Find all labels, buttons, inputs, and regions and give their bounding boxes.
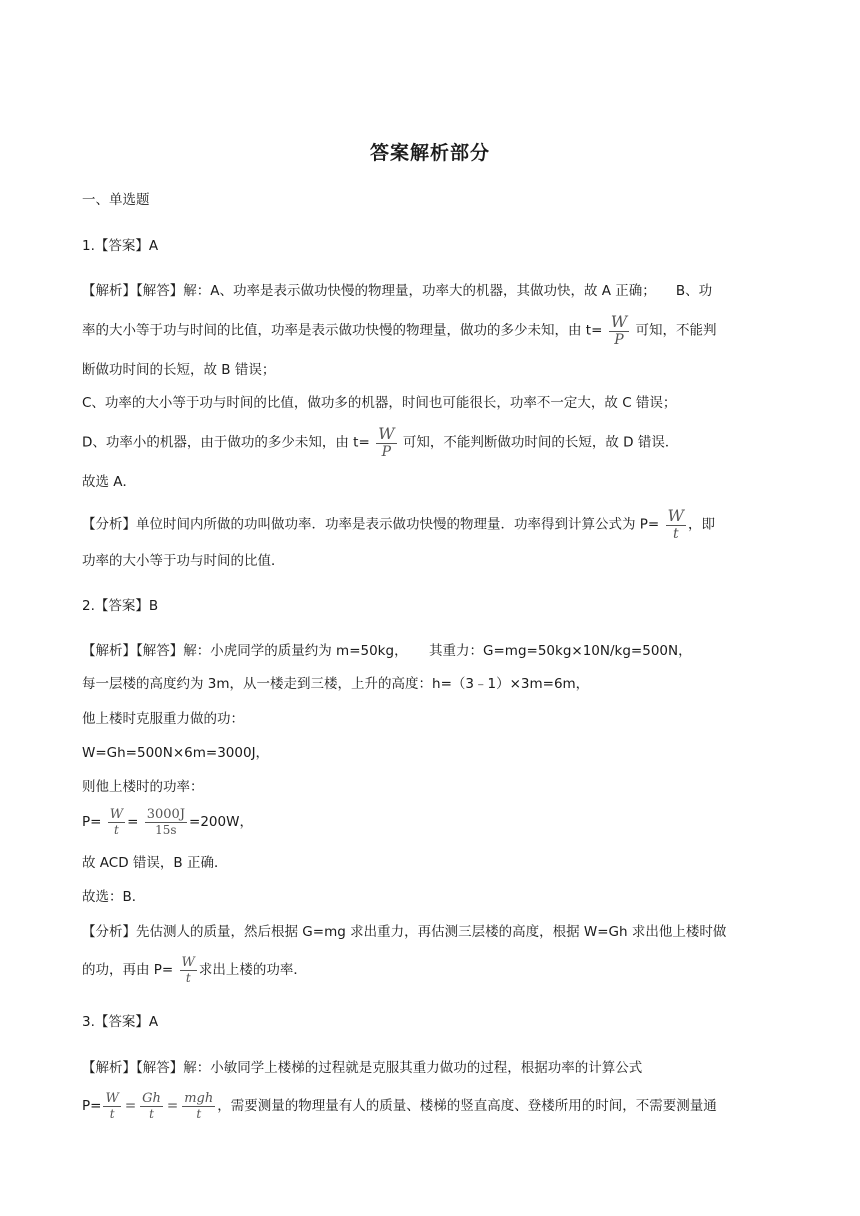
w-over-p-formula: $\frac{W}{P}$ bbox=[378, 424, 395, 460]
q1-analysis-line-5: D、功率小的机器，由于做功的多少未知，由 t= $\frac{W}{P}$ 可知，不能判断做功时间的长短，故 D 错误． bbox=[82, 424, 679, 460]
q2-power-formula: P= $\frac{W}{t}$ = $\frac{3000J}{15s}$ =200W， bbox=[82, 807, 253, 837]
w-over-t-formula: $\frac{W}{t}$ bbox=[109, 807, 124, 837]
q3-answer: 3.【答案】A bbox=[82, 1014, 159, 1030]
q1-choice: 故选 A． bbox=[82, 474, 137, 490]
q2-analysis-line-2: 每一层楼的高度约为 3m，从一楼走到三楼，上升的高度：h=（3﹣1）×3m=6m， bbox=[82, 676, 590, 692]
work-over-time-formula: $\frac{3000J}{15s}$ bbox=[146, 807, 186, 837]
mgh-over-t-formula: $\frac{\text{mgh}}{t}$ bbox=[184, 1091, 214, 1121]
w-over-t-formula: $\frac{W}{t}$ bbox=[667, 506, 684, 542]
w-over-p-formula: $\frac{W}{P}$ bbox=[610, 312, 628, 348]
q3-analysis-line-2: P= $\frac{W}{t}$ = $\frac{Gh}{t}$ = $\frac{\text{mgh}}{t}$ ，需要测量的物理量有人的质量、楼梯的竖直高度、登楼所用的时间，不需要测量通 bbox=[82, 1091, 717, 1121]
q2-analysis-line-3: 他上楼时克服重力做的功： bbox=[82, 711, 244, 727]
q2-note-line-2: 的功，再由 P= $\frac{W}{t}$ 求出上楼的功率． bbox=[82, 955, 307, 985]
section-heading: 一、单选题 bbox=[82, 192, 150, 208]
q2-answer: 2.【答案】B bbox=[82, 598, 159, 614]
q1-answer: 1.【答案】A bbox=[82, 238, 159, 254]
q1-note-line-2: 功率的大小等于功与时间的比值． bbox=[82, 553, 285, 569]
q2-note-line-1: 【分析】先估测人的质量，然后根据 G=mg 求出重力，再估测三层楼的高度，根据 W=Gh 求出他上楼时做 bbox=[82, 924, 727, 940]
q2-analysis-line-5: 则他上楼时的功率： bbox=[82, 779, 204, 795]
gh-over-t-formula: $\frac{Gh}{t}$ bbox=[142, 1091, 161, 1121]
w-over-t-formula: $\frac{W}{t}$ bbox=[181, 955, 195, 985]
q2-analysis-line-1: 【解析】【解答】解：小虎同学的质量约为 m=50kg， 其重力：G=mg=50kg×10N/kg=500N， bbox=[82, 643, 692, 659]
q2-choice: 故选：B． bbox=[82, 889, 146, 905]
q1-analysis-line-1: 【解析】【解答】解：A、功率是表示做功快慢的物理量，功率大的机器，其做功快，故 A 正确； B、功 bbox=[82, 283, 713, 299]
q1-analysis-line-4: C、功率的大小等于功与时间的比值，做功多的机器，时间也可能很长，功率不一定大，故 C 错误； bbox=[82, 395, 677, 411]
page-title: 答案解析部分 bbox=[369, 142, 490, 164]
q2-analysis-line-7: 故 ACD 错误，B 正确． bbox=[82, 855, 228, 871]
q1-analysis-line-3: 断做功时间的长短，故 B 错误； bbox=[82, 362, 276, 378]
q1-analysis-line-2: 率的大小等于功与时间的比值，功率是表示做功快慢的物理量，做功的多少未知，由 t= $\frac{W}{P}$ 可知，不能判 bbox=[82, 312, 717, 348]
w-over-t-formula: $\frac{W}{t}$ bbox=[105, 1091, 119, 1121]
q3-analysis-line-1: 【解析】【解答】解：小敏同学上楼梯的过程就是克服其重力做功的过程，根据功率的计算公式 bbox=[82, 1060, 643, 1076]
q2-analysis-line-4: W=Gh=500N×6m=3000J， bbox=[82, 745, 270, 761]
q1-note-line-1: 【分析】单位时间内所做的功叫做功率．功率是表示做功快慢的物理量．功率得到计算公式为 P= $\frac{W}{t}$ ，即 bbox=[82, 506, 715, 542]
